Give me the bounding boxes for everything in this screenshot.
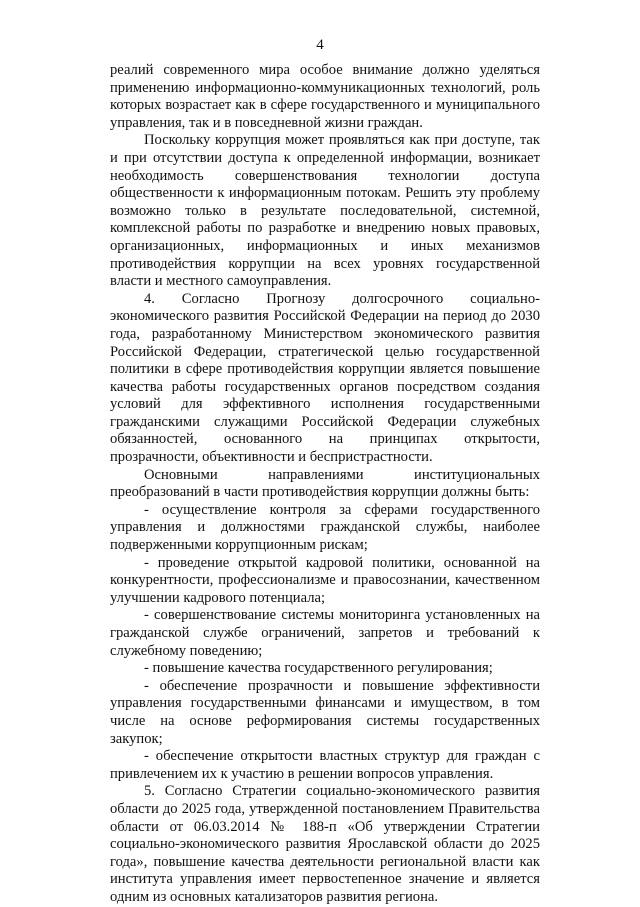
list-item: - повышение качества государственного регулирования; [144,660,493,677]
list-item: - осуществление контроля за сферами государственного управления и должностями гражданской службы, наиболее подверженными коррупционным рискам; [110,501,540,554]
list-item: - совершенствование системы мониторинга установленных на гражданской службе ограничений, запретов и требований к служебному поведению; [110,607,540,659]
page-number: 4 [316,37,324,53]
paragraph: реалий современного мира особое внимание должно уделяться применению информационно-коммуникационных технологий, роль которых возрастает как в сфере государственного и муниципального управления, так и в повседневной жизни граждан. [110,62,540,131]
list-item: - обеспечение открытости властных структур для граждан с привлечением их к участию в решении вопросов управления. [110,748,540,782]
paragraph: Поскольку коррупция может проявляться как при доступе, так и при отсутствии доступа к определенной информации, возникает необходимость совершенствования технологии доступа общественности к информационным потокам. Решить эту проблему возможно только в результате последовательной, системной, комплексной работы по разработке и внедрению новых правовых, организационных, информационных и иных механизмов противодействия коррупции на всех уровнях государственной власти и местного самоуправления. [110,132,540,290]
paragraph: 4. Согласно Прогнозу долгосрочного социально-экономического развития Российской Федерации на период до 2030 года, разработанному Министерством экономического развития Российской Федерации, стратегической целью государственной политики в сфере противодействия коррупции является повышение качества работы государственных органов посредством создания условий для эффективного исполнения государственными гражданскими служащими Российской Федерации служебных обязанностей, основанного на принципах открытости, прозрачности, объективности и беспристрастности. [110,290,540,466]
paragraph: Основными направлениями институциональных преобразований в части противодействия коррупции должны быть: [110,466,540,501]
list-item: - обеспечение прозрачности и повышение эффективности управления государственными финансами и имуществом, в том числе на основе реформирования системы государственных закупок; [110,677,540,747]
document-body [110,62,540,907]
list-item: - проведение открытой кадровой политики, основанной на конкурентности, профессионализме и правосознании, качественном улучшении кадрового потенциала; [110,554,540,606]
paragraph: 5. Согласно Стратегии социально-экономического развития области до 2025 года, утвержденной постановлением Правительства области от 06.03.2014 № 188-п «Об утверждении Стратегии социально-экономического развития Ярославской области до 2025 года», повышение качества деятельности региональной власти как института управления имеет первостепенное значение и является одним из основных катализаторов развития региона. [110,783,540,905]
